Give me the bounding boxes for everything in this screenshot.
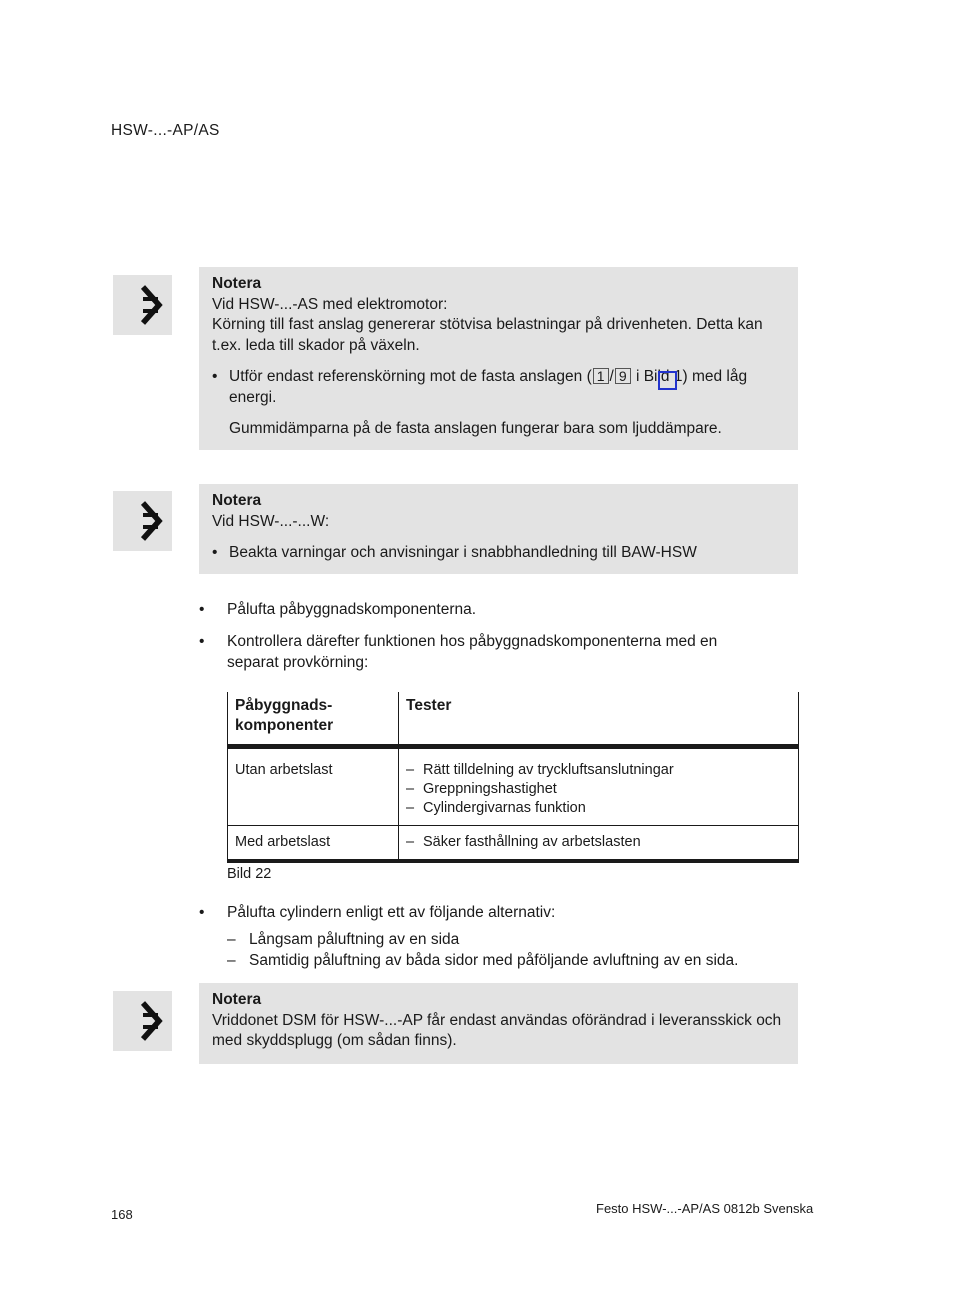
footer-text: Festo HSW-...-AP/AS 0812b Svenska xyxy=(596,1201,814,1216)
note-box-2 xyxy=(199,484,798,574)
dash-mark: – xyxy=(406,781,415,797)
bullet-text: Beakta varningar och anvisningar i snabbhandledning till BAW-HSW xyxy=(229,544,697,561)
note-box-1 xyxy=(199,267,798,450)
test-text: Säker fasthållning av arbetslasten xyxy=(423,834,641,850)
table-header-tests: Tester xyxy=(399,692,799,747)
reference-label-1: 1 xyxy=(593,368,609,384)
step-text: Pålufta påbyggnadskomponenterna. xyxy=(227,601,477,618)
test-text: Cylindergivarnas funktion xyxy=(423,800,586,816)
note-title: Notera xyxy=(212,492,262,509)
bullet-text-post: i Bild 1) med låg energi. xyxy=(229,368,748,406)
figure-reference-link[interactable] xyxy=(658,371,677,390)
option-item xyxy=(227,950,738,971)
note-title: Notera xyxy=(212,991,262,1008)
table-row xyxy=(228,747,799,826)
step-item xyxy=(199,631,779,673)
test-item xyxy=(406,761,791,780)
table-cell-tests xyxy=(399,747,799,826)
step-text: Kontrollera därefter funktionen hos påbyggnadskomponenterna med en separat provkörning: xyxy=(227,633,718,671)
table-cell-tests xyxy=(399,826,799,862)
bullet-mark: • xyxy=(212,544,218,561)
test-table xyxy=(227,692,799,863)
test-item xyxy=(406,833,791,852)
note-text: Vid HSW-...-AS med elektromotor: xyxy=(212,295,448,313)
bullet-mark: • xyxy=(199,904,205,921)
note-text: Vid HSW-...-...W: xyxy=(212,512,330,530)
page-number: 168 xyxy=(111,1207,133,1222)
bullet-mark: • xyxy=(212,368,218,385)
header-line: komponenter xyxy=(235,717,334,734)
dash-mark: – xyxy=(406,762,415,778)
arrow-right-icon xyxy=(113,275,172,335)
table-row xyxy=(228,826,799,862)
reference-separator: / xyxy=(609,368,614,385)
test-item xyxy=(406,780,791,799)
note-title: Notera xyxy=(212,275,262,292)
figure-caption: Bild 22 xyxy=(227,866,272,882)
dash-mark: – xyxy=(227,952,236,969)
option-text: Långsam påluftning av en sida xyxy=(249,931,460,948)
dash-mark: – xyxy=(227,931,236,948)
dash-mark: – xyxy=(406,800,415,816)
note-text: Körning till fast anslag genererar stötvisa belastningar på drivenheten. Detta kan t.ex. leda till skador på växeln. xyxy=(212,316,763,354)
test-item xyxy=(406,799,791,818)
note-box-3 xyxy=(199,983,798,1064)
note-arrow-icon xyxy=(113,491,172,551)
note-bullet xyxy=(212,367,785,408)
test-text: Greppningshastighet xyxy=(423,781,557,797)
reference-label-9: 9 xyxy=(615,368,631,384)
header-line: Påbyggnads- xyxy=(235,697,333,714)
dash-mark: – xyxy=(406,834,415,850)
note-arrow-icon xyxy=(113,991,172,1051)
table-header-components xyxy=(228,692,399,747)
bullet-mark: • xyxy=(199,633,205,650)
arrow-right-icon xyxy=(113,491,172,551)
bullet-text-pre: Utför endast referenskörning mot de fasta anslagen ( xyxy=(229,368,592,385)
arrow-right-icon xyxy=(113,991,172,1051)
step-text: Pålufta cylindern enligt ett av följande alternativ: xyxy=(227,904,556,921)
document-header-title: HSW-...-AP/AS xyxy=(111,122,220,139)
table-cell-component: Med arbetslast xyxy=(228,826,399,862)
option-list xyxy=(227,929,738,971)
step-item xyxy=(199,599,779,620)
option-item xyxy=(227,929,738,950)
note-arrow-icon xyxy=(113,275,172,335)
table-cell-component: Utan arbetslast xyxy=(228,747,399,826)
test-text: Rätt tilldelning av tryckluftsanslutningar xyxy=(423,762,674,778)
step-item xyxy=(199,902,779,923)
bullet-mark: • xyxy=(199,601,205,618)
note-subtext: Gummidämparna på de fasta anslagen fungerar bara som ljuddämpare. xyxy=(229,420,722,437)
note-bullet xyxy=(212,543,785,564)
note-text: Vriddonet DSM för HSW-...-AP får endast användas oförändrad i leveransskick och med skyddsplugg (om sådan finns). xyxy=(212,1011,782,1049)
option-text: Samtidig påluftning av båda sidor med påföljande avluftning av en sida. xyxy=(249,952,739,969)
